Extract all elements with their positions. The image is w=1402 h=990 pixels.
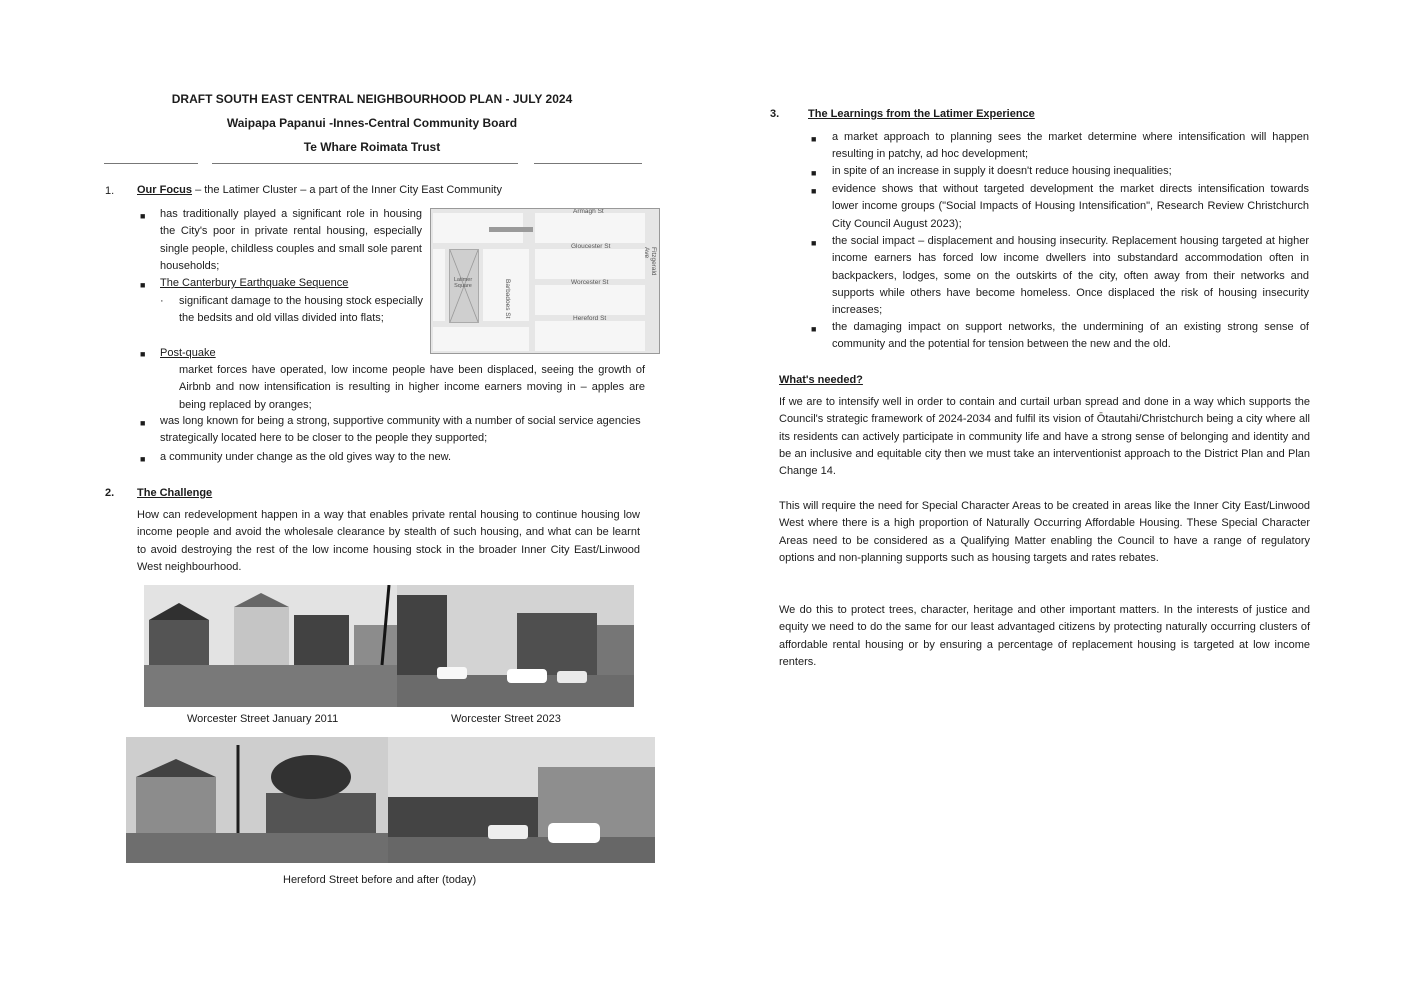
- bullet-icon: ■: [811, 186, 817, 196]
- photo2-caption: Worcester Street 2023: [451, 713, 561, 725]
- section1-bullet5: a community under change as the old gives way to the new.: [160, 451, 452, 463]
- sub-bullet-icon: ·: [160, 295, 164, 307]
- section1-heading: Our Focus: [137, 184, 193, 196]
- photo-hereford-after-art: [388, 737, 655, 863]
- header-rule-right: [534, 163, 642, 164]
- section1-bullet2-heading: The Canterbury Earthquake Sequence: [160, 277, 349, 289]
- bullet-icon: ■: [811, 134, 817, 144]
- map-block: [535, 321, 645, 351]
- map-street-armagh: Armagh St: [573, 208, 604, 215]
- photo-worcester-2011: [144, 585, 397, 707]
- section1-title: [137, 182, 657, 199]
- photo-worcester-2011-art: [144, 585, 397, 707]
- section3-heading: The Learnings from the Latimer Experience: [808, 108, 1035, 120]
- map-street-barbadoes: Barbadoes St: [504, 279, 511, 319]
- document-title: DRAFT SOUTH EAST CENTRAL NEIGHBOURHOOD PLAN - JULY 2024: [171, 92, 573, 106]
- section1-subtitle: – the Latimer Cluster – a part of the Inner City East Community: [192, 184, 502, 196]
- map-block: [535, 213, 645, 243]
- section1-bullet2-sub: significant damage to the housing stock especially the bedsits and old villas divided into flats;: [179, 295, 423, 325]
- photo-worcester-2023: [397, 585, 634, 707]
- needed-heading: What's needed?: [779, 374, 863, 386]
- photo-hereford-before: [126, 737, 388, 863]
- map-square-label: Latimer Square: [453, 277, 473, 289]
- trust-name: Te Whare Roimata Trust: [303, 140, 441, 154]
- section1-bullet1: has traditionally played a significant role in housing the City's poor in private rental housing, especially single people, childless couples and small sole parent households;: [160, 208, 422, 272]
- section1-number: 1.: [105, 185, 115, 197]
- section1-bullet3-text: market forces have operated, low income people have been displaced, seeing the growth of Airbnb and now intensification is resulting in higher income earners moving in – apples are being replaced by oranges;: [179, 364, 645, 411]
- bullet-icon: ■: [140, 211, 146, 221]
- map-street-gloucester: Gloucester St: [571, 243, 611, 250]
- header-rule-mid: [212, 163, 518, 164]
- bullet-icon: ■: [811, 168, 817, 178]
- section2-text: How can redevelopment happen in a way that enables private rental housing to continue housing low income people and avoid the wholesale clearance by stealth of such housing, and what can be learnt to avoid destroying the rest of the low income housing stock in the broader Inner City East/Linwood West neighbourhood.: [137, 509, 640, 573]
- section3-bullet4: the social impact – displacement and housing insecurity. Replacement housing targeted at higher income earners has forced low income dwellers into substandard accommodation often in backpackers, lodges, some on the outskirts of the city, often away from their networks and supports while others have become homeless. Once displaced the risk of housing insecurity increases;: [832, 235, 1309, 317]
- latimer-cluster-map: [430, 208, 660, 354]
- needed-paragraph-2: This will require the need for Special Character Areas to be created in areas like the Inner City East/Linwood West where there is a high proportion of Naturally Occurring Affordable Housing. These Special Character Areas need to be considered as a Qualifying Matter enabling the Council to have a range of regulatory options and non-planning supports such as housing targets and rates rebates.: [779, 500, 1310, 564]
- section3-bullet1: a market approach to planning sees the market determine where intensification will happen resulting in patchy, ad hoc development;: [832, 131, 1309, 161]
- section2-heading: The Challenge: [137, 487, 213, 499]
- map-street-hereford: Hereford St: [573, 315, 607, 322]
- map-block: [535, 249, 645, 279]
- map-street-fitzgerald: Fitzgerald Ave: [643, 247, 657, 276]
- map-block: [433, 249, 445, 321]
- needed-paragraph-1: If we are to intensify well in order to contain and curtail urban spread and done in a way which supports the Council's strategic framework of 2024-2034 and fulfil its vision of Ōtautahi/Christchurch being a city where all its residents can actively participate in community life and have a strong sense of belonging and identity and be an inclusive and equitable city then we must take an interventionist approach to the District Plan and Plan Change 14.: [779, 396, 1310, 478]
- bullet-icon: ■: [140, 454, 146, 464]
- map-block: [433, 327, 529, 351]
- section1-bullet4: was long known for being a strong, supportive community with a number of social service agencies strategically located here to be closer to the people they supported;: [160, 415, 641, 445]
- photo-hereford-after: [388, 737, 655, 863]
- section3-number: 3.: [770, 108, 780, 120]
- map-block: [535, 285, 645, 315]
- map-street-worcester: Worcester St: [571, 279, 609, 286]
- needed-paragraph-3: We do this to protect trees, character, heritage and other important matters. In the interests of justice and equity we need to do the same for our least advantaged citizens by protecting naturally occurring clusters of affordable rental housing or by ensuring a percentage of replacement housing is targeted at low income renters.: [779, 604, 1310, 668]
- bullet-icon: ■: [811, 324, 817, 334]
- header-rule-left: [104, 163, 198, 164]
- bullet-icon: ■: [140, 280, 146, 290]
- map-road-marker: [489, 227, 533, 232]
- section3-bullet3: evidence shows that without targeted development the market directs intensification towards lower income groups ("Social Impacts of Housing Intensification", Research Review Christchurch City Council August 2023);: [832, 183, 1309, 230]
- bullet-icon: ■: [140, 418, 146, 428]
- section3-bullet2: in spite of an increase in supply it doesn't reduce housing inequalities;: [832, 165, 1172, 177]
- photo-worcester-2023-art: [397, 585, 634, 707]
- community-board-name: Waipapa Papanui -Innes-Central Community Board: [226, 116, 518, 130]
- section2-number: 2.: [105, 487, 115, 499]
- bullet-icon: ■: [140, 349, 146, 359]
- photo-hereford-before-art: [126, 737, 388, 863]
- photo3-caption: Hereford Street before and after (today): [283, 874, 477, 886]
- section3-bullet5: the damaging impact on support networks, the undermining of an existing strong sense of community and the potential for tension between the new and the old.: [832, 321, 1309, 351]
- section1-bullet3-heading: Post-quake: [160, 347, 216, 359]
- bullet-icon: ■: [811, 238, 817, 248]
- photo1-caption: Worcester Street January 2011: [187, 713, 339, 725]
